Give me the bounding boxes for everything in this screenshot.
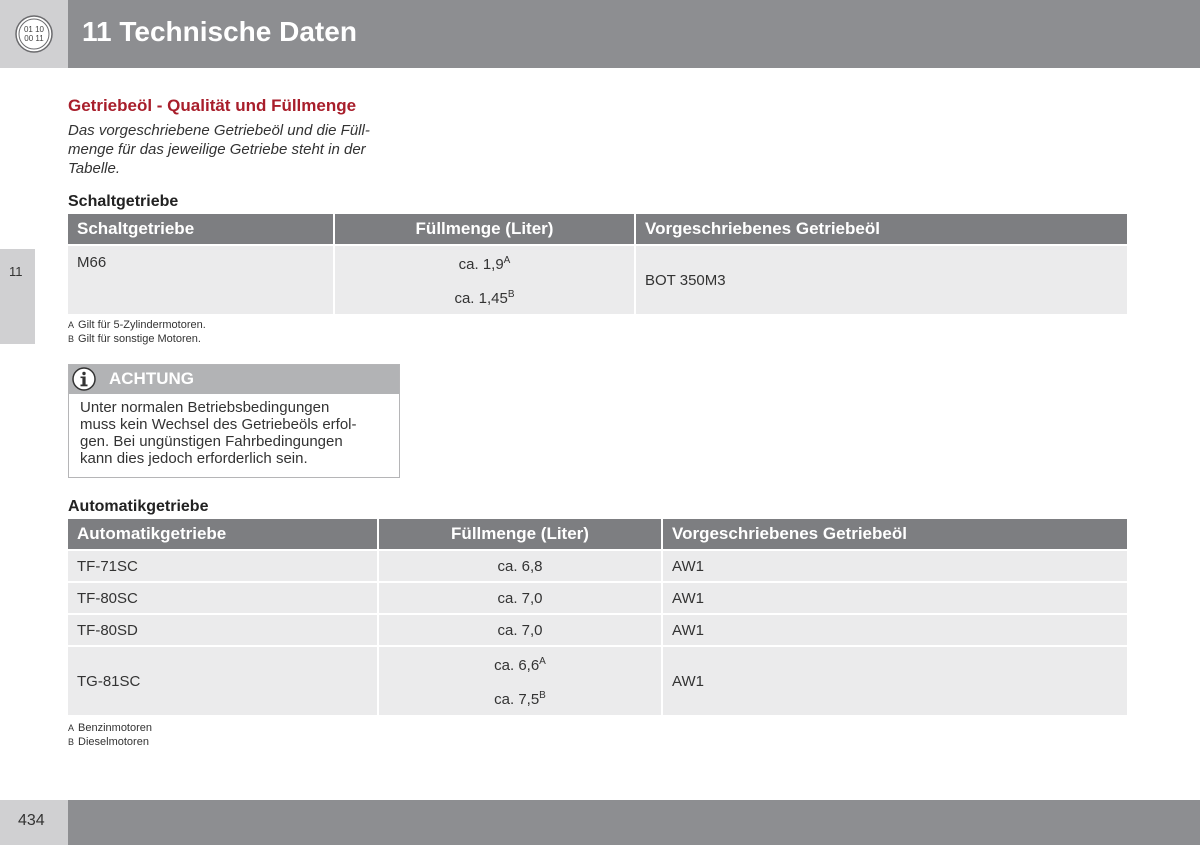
oil-cell: BOT 350M3 [636,246,1127,314]
fill-cell: ca. 7,0 [379,615,661,645]
table-row [68,246,1127,314]
footnote: B Gilt für sonstige Motoren. [68,333,201,345]
footnote: A Gilt für 5-Zylindermotoren. [68,319,206,331]
automatic-heading: Automatikgetriebe [68,498,209,515]
table-row [68,551,1127,581]
model-cell: M66 [68,246,333,314]
oil-cell: AW1 [663,615,1127,645]
badge-bottom-text: 00 11 [24,34,44,43]
caution-box [68,364,400,478]
model-cell: TF-71SC [68,551,377,581]
oil-cell: AW1 [663,647,1127,715]
intro-line: Das vorgeschriebene Getriebeöl und die Füll- [68,122,370,139]
table-header-row [68,214,1127,244]
automatic-footnotes [68,721,152,749]
manual-footnotes [68,318,206,346]
footer-bar [68,800,1200,845]
table-row [68,583,1127,613]
header-left-block [0,0,68,68]
fill-value: ca. 1,45 [454,290,508,307]
manual-heading: Schaltgetriebe [68,193,179,210]
fill-value: ca. 7,5 [494,691,540,708]
chapter-badge-icon [15,15,53,53]
model-cell: TG-81SC [68,647,377,715]
footnote-mark: B [507,289,515,300]
column-header: Vorgeschriebenes Getriebeöl [636,214,1127,244]
footnote-mark: A [503,255,511,266]
column-header: Füllmenge (Liter) [335,214,634,244]
table-row [68,647,1127,715]
fill-cell: ca. 7,0 [379,583,661,613]
chapter-side-tab [0,249,35,344]
model-cell: TF-80SD [68,615,377,645]
caution-text: Unter normalen Betriebsbedingungen muss kein Wechsel des Getriebeöls erfol- gen. Bei ungünstigen Fahrbedingungen kann dies jedoch erforderlich sein. [80,399,357,467]
oil-cell: AW1 [663,551,1127,581]
column-header: Vorgeschriebenes Getriebeöl [663,519,1127,549]
fill-cell [379,647,661,715]
model-cell: TF-80SC [68,583,377,613]
fill-cell: ca. 6,8 [379,551,661,581]
footnote: A Benzinmotoren [68,722,153,734]
oil-cell: AW1 [663,583,1127,613]
automatic-table [66,517,1129,717]
footnote: B Dieselmotoren [68,736,149,748]
column-header: Füllmenge (Liter) [379,519,661,549]
fill-value: ca. 6,6 [494,657,540,674]
footnote-mark: B [539,690,546,701]
fill-value: ca. 1,9 [458,256,504,273]
info-icon [72,367,96,391]
footnote-mark: A [539,656,546,667]
fill-cell [335,246,634,314]
manual-table [66,212,1129,316]
page-number: 434 [18,812,45,829]
caution-label: ACHTUNG [109,369,194,388]
badge-top-text: 01 10 [23,25,45,34]
section-title: Getriebeöl - Qualität und Füllmenge [68,96,357,115]
intro-line: Tabelle. [68,160,120,177]
section-intro [68,121,398,178]
intro-line: menge für das jeweilige Getriebe steht in der [68,141,366,158]
side-tab-label: 11 [9,264,23,279]
caution-header [69,365,399,394]
table-row [68,615,1127,645]
column-header: Schaltgetriebe [68,214,333,244]
chapter-title: 11 Technische Daten [82,16,357,47]
column-header: Automatikgetriebe [68,519,377,549]
table-header-row [68,519,1127,549]
